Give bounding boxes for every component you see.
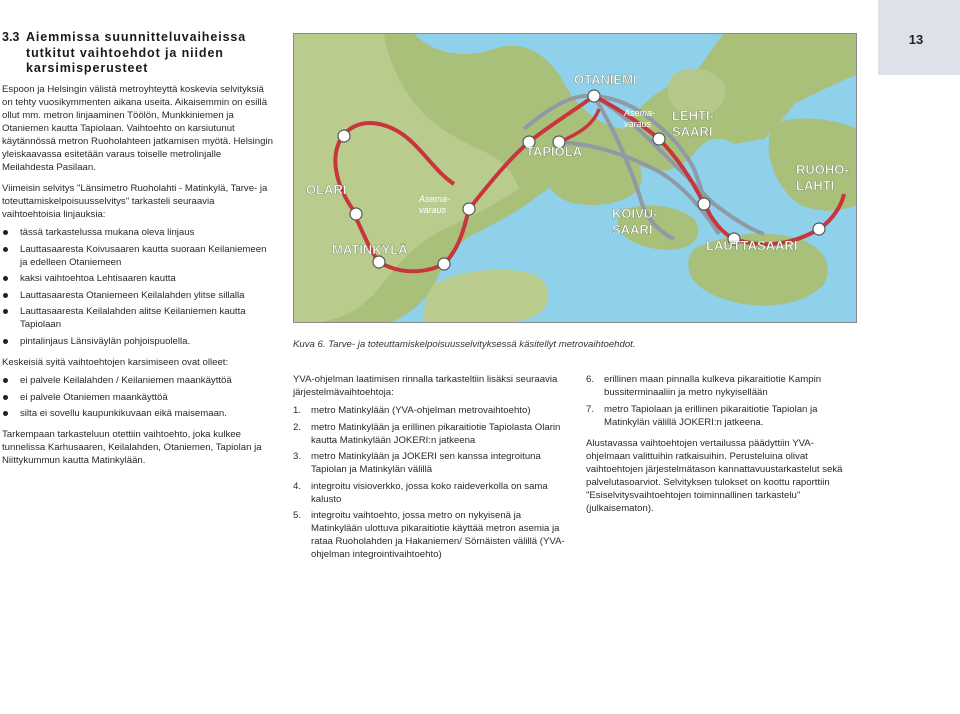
section-number: 3.3 xyxy=(2,30,20,44)
list-item: 2. metro Matinkylään ja erillinen pikaraitiotie Tapiolasta Olarin kautta Matinkylään JOKERI:n jatkeena xyxy=(293,421,561,446)
label-otaniemi: OTANIEMI xyxy=(574,72,637,87)
alignment-list xyxy=(2,226,273,348)
station-lauttasaari-east xyxy=(813,223,825,235)
label-matinkyla: MATINKYLÄ xyxy=(332,242,408,257)
label-koivusaari-2: SAARI xyxy=(612,222,653,237)
list-item: Lauttasaaresta Keilalahden alitse Keilaniemen kautta Tapiolaan xyxy=(2,305,273,331)
section-heading xyxy=(2,30,246,77)
list-item: ei palvele Keilalahden / Keilaniemen maankäyttöä xyxy=(2,374,273,387)
station-olari-north xyxy=(338,130,350,142)
station-olari xyxy=(350,208,362,220)
reasons-list xyxy=(2,374,273,420)
route-map-figure xyxy=(293,33,857,323)
station-finnoo xyxy=(438,258,450,270)
station-niittykumpu xyxy=(463,203,475,215)
list-item: 5. integroitu vaihtoehto, jossa metro on nykyisenä ja Matinkylään ulottuva pikaraitiotie käyttää metron asemia ja rataa Ruoholahden ja Hakaniemen/ Sörnäisten välillä (YVA-ohjelman integrointivaihtoehto) xyxy=(293,510,565,561)
paragraph-selected: Tarkempaan tarkasteluun otettiin vaihtoehto, joka kulkee tunnelissa Karhusaaren, Keilalahden, Otaniemen, Tapiolan ja Niittykummun kautta Matinkylään. xyxy=(2,429,262,467)
label-asemavaraus-b-1: Asema- xyxy=(419,194,451,204)
paragraph-comparison: Alustavassa vaihtoehtojen vertailussa päädyttiin YVA-ohjelmaan valittuihin ratkaisuihin. Perusteluina olivat vaihtoehtojen järjestelmätason kannattavuustarkastelut sekä palvelutasoarviot. Selvityksen tulokset on koottu raporttiin "Esiselvitysvaihtoehtojen toiminnallinen tarkastelu" (julkaisematon). xyxy=(586,437,843,514)
list-item: 7. metro Tapiolaan ja erillinen pikaraitiotie Tapiolan ja Matinkylän välillä JOKERI:n jatkeena. xyxy=(586,403,818,428)
heading-line-1: Aiemmissa suunnitteluvaiheissa xyxy=(26,30,247,44)
list-item: 1. metro Matinkylään (YVA-ohjelman metrovaihtoehto) xyxy=(293,405,531,416)
list-item: tässä tarkastelussa mukana oleva linjaus xyxy=(2,226,273,239)
label-olari: OLARI xyxy=(306,182,347,197)
list-item: pintalinjaus Länsiväylän pohjoispuolella. xyxy=(2,335,273,348)
route-map xyxy=(294,34,857,323)
list-item: 3. metro Matinkylään ja JOKERI sen kanssa integroituna Tapiolan ja Matinkylän välillä xyxy=(293,451,541,476)
label-ruoholahti-2: LAHTI xyxy=(796,178,835,193)
station-matinkyla xyxy=(373,256,385,268)
label-asemavaraus-a-2: varaus xyxy=(624,119,652,129)
list-item: Lauttasaaresta Koivusaaren kautta suoraan Keilaniemeen ja edelleen Otaniemeen xyxy=(2,243,273,269)
paragraph-study: Viimeisin selvitys "Länsimetro Ruoholahti - Matinkylä, Tarve- ja toteuttamiskelpoisuusselvitys" tarkasteli seuraavia vaihtoehtoisia linjauksia: xyxy=(2,183,268,220)
label-lehtisaari-1: LEHTI- xyxy=(672,108,714,123)
list-item: 6. erillinen maan pinnalla kulkeva pikaraitiotie Kampin bussiterminaaliin ja metro nykyisellään xyxy=(586,374,822,398)
system-alternatives-list xyxy=(293,404,567,561)
label-ruoholahti-1: RUOHO- xyxy=(796,162,849,177)
page-number: 13 xyxy=(908,32,924,47)
left-column xyxy=(2,83,273,475)
list-item: silta ei sovellu kaupunkikuvaan eikä maisemaan. xyxy=(2,407,273,420)
label-asemavaraus-a-1: Asema- xyxy=(624,108,656,118)
label-lauttasaari: LAUTTASAARI xyxy=(706,238,798,253)
middle-column xyxy=(293,373,567,569)
paragraph-intro: Espoon ja Helsingin välistä metroyhteyttä koskevia selvityksiä on tehty vuosikymmenten aikana useita. Aikaisemmin on esillä ollut mm. metron linjaaminen Töölön, Munkkiniemen ja Otaniemen kautta Tapiolaan. Vaihtoehto on karsiutunut käytännössä metron Ruoholahteen jatkamisen myötä. Helsingin yleiskaavassa esitetään varaus toiselle metrolinjalle Meilahdesta Pasilaan. xyxy=(2,84,273,173)
heading-line-2: tutkitut vaihtoehdot ja niiden xyxy=(26,45,224,60)
label-koivusaari-1: KOIVU- xyxy=(612,206,658,221)
station-otaniemi xyxy=(588,90,600,102)
station-keilaniemi xyxy=(653,133,665,145)
label-tapiola: TAPIOLA xyxy=(526,144,583,159)
right-column xyxy=(586,373,858,523)
station-koivusaari xyxy=(698,198,710,210)
label-asemavaraus-b-2: varaus xyxy=(419,205,447,215)
list-item: kaksi vaihtoehtoa Lehtisaaren kautta xyxy=(2,272,273,285)
figure-caption: Kuva 6. Tarve- ja toteuttamiskelpoisuusselvityksessä käsitellyt metrovaihtoehdot. xyxy=(293,339,636,350)
label-lehtisaari-2: SAARI xyxy=(672,124,713,139)
paragraph-alternatives-intro: YVA-ohjelman laatimisen rinnalla tarkasteltiin lisäksi seuraavia järjestelmävaihtoehtoja: xyxy=(293,374,558,398)
paragraph-reasons: Keskeisiä syitä vaihtoehtojen karsimiseen ovat olleet: xyxy=(2,356,229,368)
list-item: Lauttasaaresta Otaniemeen Keilalahden ylitse sillalla xyxy=(2,289,273,302)
list-item: 4. integroitu visioverkko, jossa koko raideverkolla on sama kalusto xyxy=(293,480,548,505)
system-alternatives-list-cont xyxy=(586,373,858,429)
list-item: ei palvele Otaniemen maankäyttöä xyxy=(2,391,273,404)
heading-line-3: karsimisperusteet xyxy=(26,61,149,75)
